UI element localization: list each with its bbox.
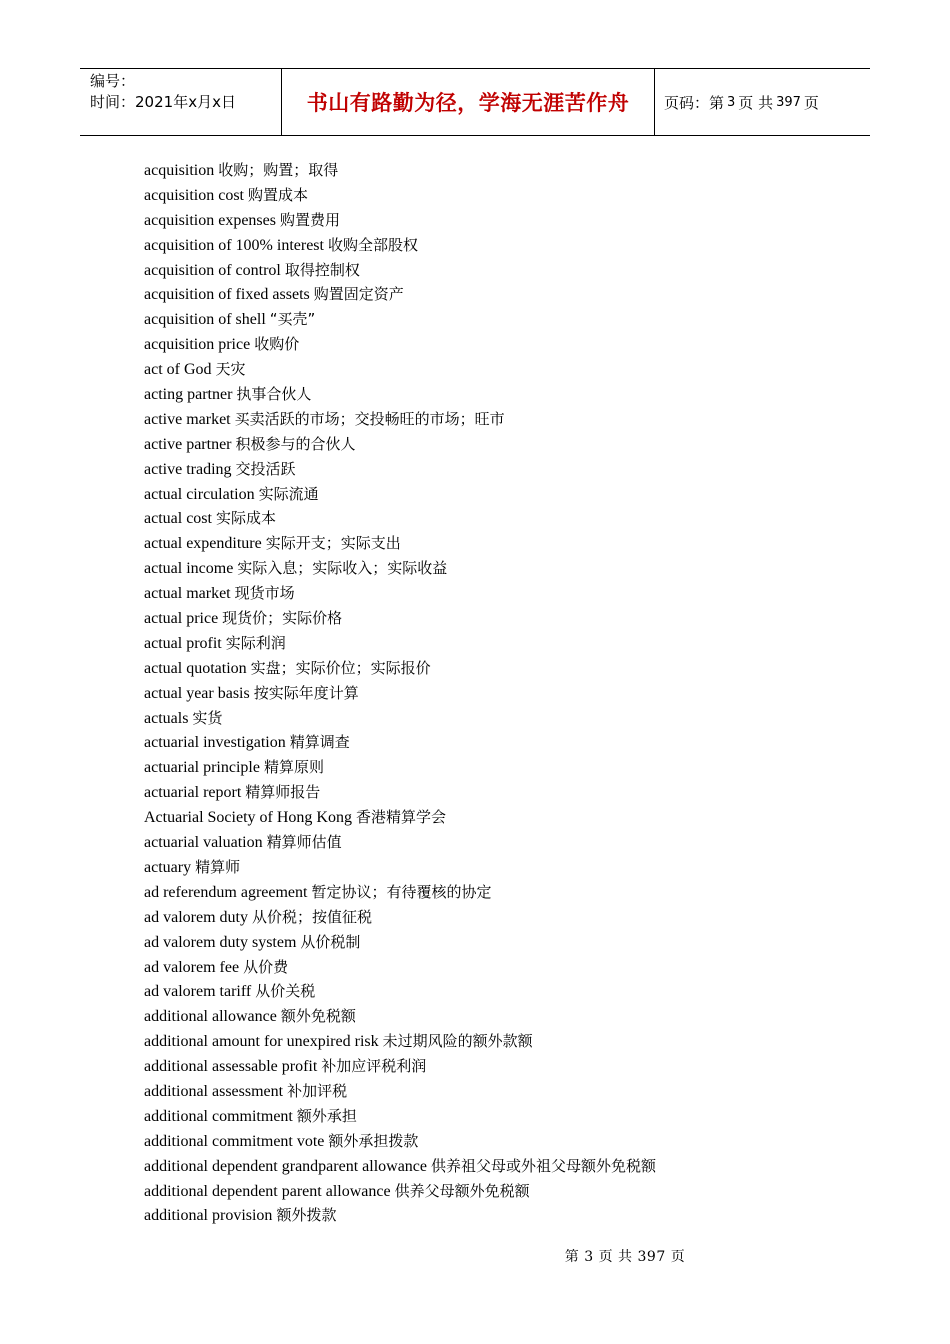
entry-term: actual year basis — [144, 684, 250, 702]
page-footer — [0, 1246, 950, 1266]
entry-term: acquisition of fixed assets — [144, 286, 310, 304]
entry-translation: 现货市场 — [234, 584, 295, 603]
entry-term: actuals — [144, 709, 189, 727]
entry-translation: 精算师估值 — [266, 833, 342, 852]
glossary-entry — [144, 706, 844, 731]
entry-translation: 额外免税额 — [280, 1007, 356, 1026]
document-date: 2021年x月x日 — [135, 93, 236, 111]
glossary-entry — [144, 830, 844, 855]
entry-translation: 实际入息；实际收入；实际收益 — [237, 559, 448, 578]
entry-term: additional assessable profit — [144, 1058, 318, 1076]
entry-term: ad valorem fee — [144, 958, 240, 976]
page-suffix: 页 — [803, 93, 819, 112]
glossary-entry — [144, 432, 844, 457]
glossary-entry — [144, 531, 844, 556]
page-mid: 页 共 — [738, 93, 774, 112]
document-time — [90, 92, 281, 113]
page-current: 3 — [727, 94, 736, 110]
entry-translation: 交投活跃 — [235, 459, 296, 478]
entry-term: additional provision — [144, 1207, 273, 1225]
entry-translation: 供养祖父母或外祖父母额外免税额 — [431, 1156, 657, 1175]
footer-prefix: 第 — [564, 1249, 580, 1265]
glossary-entry — [144, 631, 844, 656]
entry-term: additional commitment vote — [144, 1132, 325, 1150]
entry-term: additional commitment — [144, 1107, 293, 1125]
glossary-entry — [144, 1129, 844, 1154]
glossary-entry — [144, 1079, 844, 1104]
glossary-entry — [144, 805, 844, 830]
entry-term: actuarial valuation — [144, 834, 263, 852]
entry-term: ad valorem duty — [144, 908, 248, 926]
entry-term: actual circulation — [144, 485, 255, 503]
entry-translation: 从价税制 — [300, 932, 361, 951]
entry-term: acquisition — [144, 162, 215, 179]
entry-term: actual quotation — [144, 659, 247, 677]
header-meta — [80, 69, 282, 135]
entry-translation: 暂定协议；有待覆核的协定 — [311, 882, 492, 901]
entry-translation: 补加评税 — [287, 1081, 348, 1100]
entry-translation: “买壳” — [269, 310, 316, 329]
entry-term: actuarial report — [144, 784, 242, 802]
entry-term: acquisition of shell — [144, 311, 266, 329]
entry-translation: 未过期风险的额外款额 — [382, 1032, 533, 1051]
glossary-entry — [144, 282, 844, 307]
entry-translation: 购置成本 — [247, 185, 308, 204]
entry-term: additional allowance — [144, 1008, 277, 1026]
entry-translation: 供养父母额外免税额 — [394, 1181, 530, 1200]
entry-term: actual cost — [144, 510, 212, 528]
glossary-entry — [144, 407, 844, 432]
entry-translation: 实际流通 — [258, 484, 319, 503]
glossary-entry — [144, 606, 844, 631]
glossary-entry — [144, 681, 844, 706]
entry-translation: 现货价；实际价格 — [222, 609, 343, 628]
glossary-entry — [144, 855, 844, 880]
footer-suffix: 页 — [670, 1249, 686, 1265]
entry-term: additional amount for unexpired risk — [144, 1033, 379, 1051]
entry-term: actual income — [144, 560, 234, 578]
glossary-entry — [144, 1054, 844, 1079]
glossary-entry — [144, 1203, 844, 1228]
page-total: 397 — [776, 94, 801, 110]
glossary-entry — [144, 730, 844, 755]
entry-term: ad referendum agreement — [144, 883, 308, 901]
document-header — [80, 68, 870, 136]
entry-translation: 实际成本 — [215, 509, 276, 528]
entry-translation: 积极参与的合伙人 — [235, 434, 356, 453]
footer-current: 3 — [584, 1249, 594, 1265]
entry-translation: 天灾 — [215, 360, 246, 379]
entry-term: Actuarial Society of Hong Kong — [144, 809, 352, 827]
glossary-entry — [144, 158, 844, 183]
entry-term: acquisition price — [144, 336, 251, 354]
glossary-entry — [144, 581, 844, 606]
document-number-label: 编号： — [90, 72, 136, 90]
entry-term: acquisition expenses — [144, 211, 276, 229]
page-prefix: 页码：第 — [664, 93, 725, 112]
entry-translation: 收购价 — [254, 335, 300, 354]
entry-translation: 从价费 — [243, 957, 289, 976]
entry-translation: 精算原则 — [263, 758, 324, 777]
entry-translation: 精算调查 — [289, 733, 350, 752]
entry-term: additional assessment — [144, 1082, 284, 1100]
glossary-entry — [144, 332, 844, 357]
entry-translation: 买卖活跃的市场；交投畅旺的市场；旺市 — [234, 409, 505, 428]
entry-translation: 实际利润 — [225, 633, 286, 652]
entry-term: active partner — [144, 435, 232, 453]
glossary-entry — [144, 357, 844, 382]
entry-translation: 额外承担拨款 — [328, 1131, 419, 1150]
glossary-entry — [144, 1104, 844, 1129]
glossary-entry — [144, 905, 844, 930]
glossary-entry — [144, 457, 844, 482]
entry-translation: 补加应评税利润 — [321, 1057, 427, 1076]
entry-translation: 额外拨款 — [276, 1206, 337, 1225]
glossary-entry — [144, 1029, 844, 1054]
entry-term: acting partner — [144, 386, 233, 404]
entry-translation: 精算师 — [195, 857, 241, 876]
glossary-entry — [144, 979, 844, 1004]
glossary-entries — [144, 158, 844, 1228]
glossary-entry — [144, 1154, 844, 1179]
header-page-indicator — [655, 69, 870, 135]
entry-term: active trading — [144, 460, 232, 478]
glossary-entry — [144, 482, 844, 507]
entry-translation: 收购全部股权 — [327, 235, 418, 254]
entry-term: actuarial principle — [144, 759, 260, 777]
glossary-entry — [144, 307, 844, 332]
glossary-entry — [144, 880, 844, 905]
entry-term: actual market — [144, 585, 231, 603]
glossary-entry — [144, 656, 844, 681]
entry-translation: 实货 — [192, 708, 223, 727]
entry-term: act of God — [144, 361, 212, 379]
entry-translation: 按实际年度计算 — [253, 683, 359, 702]
glossary-entry — [144, 755, 844, 780]
glossary-entry — [144, 183, 844, 208]
entry-term: acquisition cost — [144, 186, 244, 204]
glossary-entry — [144, 258, 844, 283]
entry-term: ad valorem tariff — [144, 983, 252, 1001]
entry-term: acquisition of control — [144, 261, 281, 279]
entry-translation: 实际开支；实际支出 — [265, 534, 401, 553]
glossary-entry — [144, 382, 844, 407]
glossary-entry — [144, 556, 844, 581]
glossary-entry — [144, 930, 844, 955]
entry-term: actual profit — [144, 634, 222, 652]
entry-term: active market — [144, 410, 231, 428]
entry-translation: 从价税；按值征税 — [251, 907, 372, 926]
entry-translation: 额外承担 — [296, 1106, 357, 1125]
glossary-entry — [144, 955, 844, 980]
entry-term: additional dependent parent allowance — [144, 1182, 391, 1200]
entry-translation: 实盘；实际价位；实际报价 — [250, 658, 431, 677]
glossary-entry — [144, 506, 844, 531]
entry-translation: 执事合伙人 — [236, 385, 312, 404]
entry-term: acquisition of 100% interest — [144, 236, 324, 254]
entry-translation: 从价关税 — [255, 982, 316, 1001]
entry-translation: 购置固定资产 — [313, 285, 404, 304]
entry-term: additional dependent grandparent allowance — [144, 1157, 427, 1175]
entry-term: ad valorem duty system — [144, 933, 297, 951]
entry-term: actuarial investigation — [144, 734, 286, 752]
entry-term: actual expenditure — [144, 535, 262, 553]
header-motto: 书山有路勤为径，学海无涯苦作舟 — [282, 69, 655, 135]
footer-mid: 页 共 — [598, 1249, 633, 1265]
entry-translation: 香港精算学会 — [355, 808, 446, 827]
entry-translation: 精算师报告 — [245, 783, 321, 802]
entry-translation: 取得控制权 — [284, 260, 360, 279]
footer-total: 397 — [637, 1249, 666, 1265]
glossary-entry — [144, 1004, 844, 1029]
entry-translation: 收购；购置；取得 — [218, 161, 339, 179]
entry-translation: 购置费用 — [279, 210, 340, 229]
glossary-entry — [144, 780, 844, 805]
glossary-entry — [144, 208, 844, 233]
time-label: 时间： — [90, 93, 136, 111]
glossary-entry — [144, 1179, 844, 1204]
entry-term: actuary — [144, 858, 192, 876]
glossary-entry — [144, 233, 844, 258]
entry-term: actual price — [144, 610, 219, 628]
